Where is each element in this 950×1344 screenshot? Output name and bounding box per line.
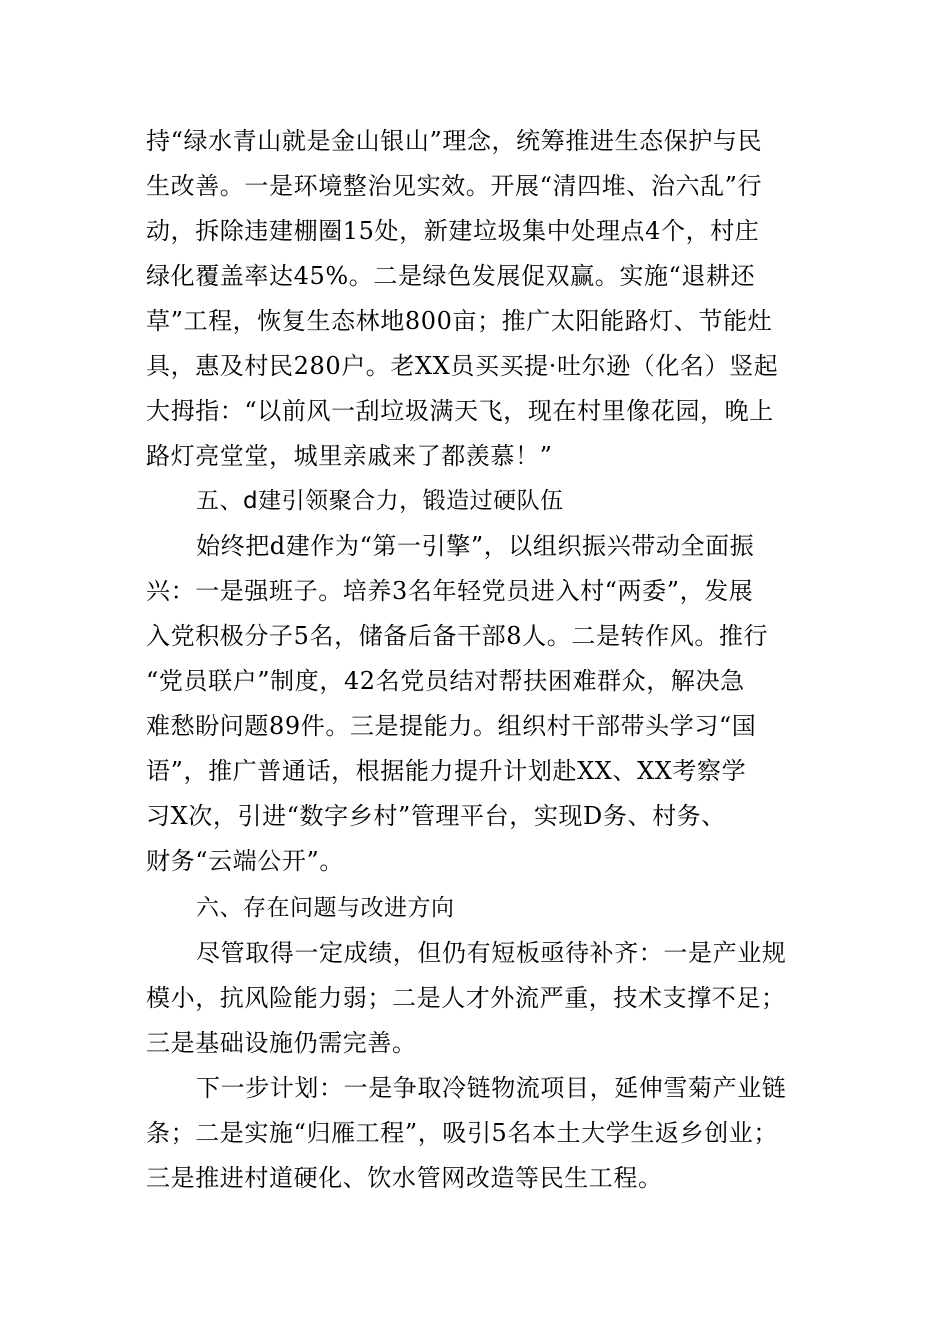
text-line: 路灯亮堂堂，城里亲戚来了都羡慕！” — [146, 442, 553, 470]
text-line: 下一步计划：一是争取冷链物流项目，延伸雪菊产业链 — [196, 1074, 787, 1102]
paragraph-party-building — [146, 524, 808, 884]
text-line: 尽管取得一定成绩，但仍有短板亟待补齐：一是产业规 — [196, 939, 787, 967]
text-line: 具，惠及村民280户。老XX员买买提·吐尔逊（化名）竖起 — [146, 352, 779, 380]
text-line: 入党积极分子5名，储备后备干部8人。二是转作风。推行 — [146, 622, 769, 650]
text-line: 持“绿水青山就是金山银山”理念，统筹推进生态保护与民 — [146, 127, 763, 155]
text-line: 绿化覆盖率达45%。二是绿色发展促双赢。实施“退耕还 — [146, 262, 756, 290]
section-heading-5: 五、d建引领聚合力，锻造过硬队伍 — [196, 488, 564, 514]
text-line: 财务“云端公开”。 — [146, 847, 344, 875]
paragraph-problems — [146, 931, 808, 1066]
document-page — [146, 119, 808, 1201]
text-line: 习X次，引进“数字乡村”管理平台，实现D务、村务、 — [146, 802, 726, 830]
text-line: 草”工程，恢复生态林地800亩；推广太阳能路灯、节能灶 — [146, 307, 773, 335]
text-line: 兴：一是强班子。培养3名年轻党员进入村“两委”，发展 — [146, 577, 754, 605]
paragraph-ecology — [146, 119, 808, 479]
text-line: 大拇指：“以前风一刮垃圾满天飞，现在村里像花园，晚上 — [146, 397, 774, 425]
text-line: 三是推进村道硬化、饮水管网改造等民生工程。 — [146, 1164, 663, 1192]
text-line: 三是基础设施仍需完善。 — [146, 1029, 417, 1057]
text-line: 难愁盼问题89件。三是提能力。组织村干部带头学习“国 — [146, 712, 757, 740]
section-heading-6: 六、存在问题与改进方向 — [196, 895, 455, 921]
text-line: 模小，抗风险能力弱；二是人才外流严重，技术支撑不足； — [146, 984, 786, 1012]
text-line: 动，拆除违建棚圈15处，新建垃圾集中处理点4个，村庄 — [146, 217, 760, 245]
text-line: 生改善。一是环境整治见实效。开展“清四堆、治六乱”行 — [146, 172, 763, 200]
text-line: 条；二是实施“归雁工程”，吸引5名本土大学生返乡创业； — [146, 1119, 779, 1147]
paragraph-next-steps — [146, 1066, 808, 1201]
text-line: 语”，推广普通话，根据能力提升计划赴XX、XX考察学 — [146, 757, 747, 785]
text-line: 始终把d建作为“第一引擎”，以组织振兴带动全面振 — [196, 532, 755, 560]
text-line: “党员联户”制度，42名党员结对帮扶困难群众，解决急 — [146, 667, 745, 695]
